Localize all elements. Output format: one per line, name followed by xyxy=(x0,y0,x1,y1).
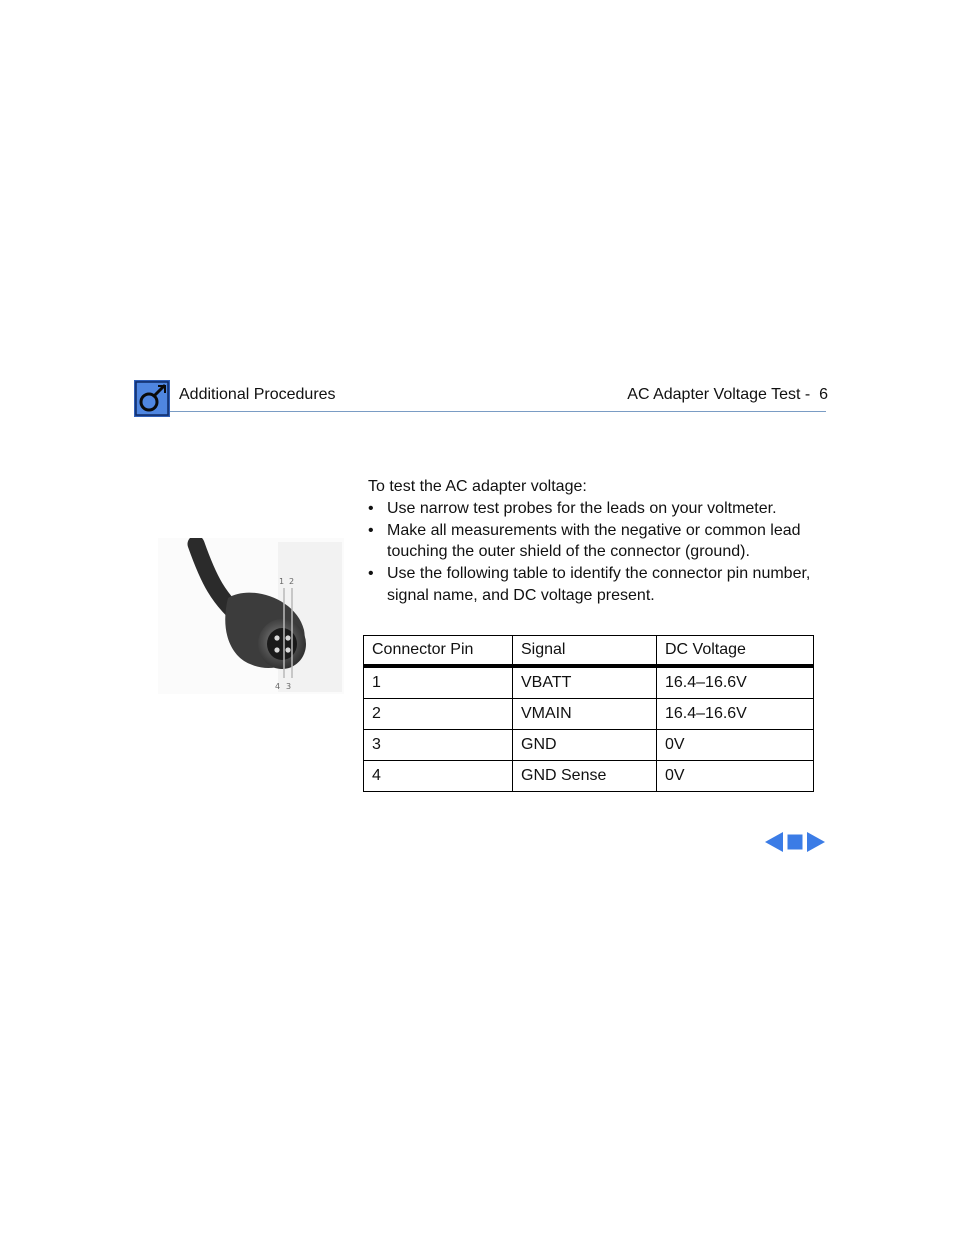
connector-pin-table xyxy=(363,635,814,792)
ac-adapter-connector-image xyxy=(158,538,344,694)
cell-pin: 2 xyxy=(364,699,513,730)
manual-logo-icon xyxy=(134,380,170,417)
cell-signal: VBATT xyxy=(513,666,657,699)
table-row xyxy=(364,699,814,730)
instructions-intro: To test the AC adapter voltage: xyxy=(368,478,587,495)
pin-label-1: 1 xyxy=(279,577,285,586)
instruction-list xyxy=(368,498,838,607)
section-title: Additional Procedures xyxy=(179,386,336,403)
table-header-row xyxy=(364,636,814,667)
bullet: • xyxy=(368,499,374,517)
list-item xyxy=(368,563,838,607)
column-header-signal: Signal xyxy=(513,636,657,667)
bullet: • xyxy=(368,521,374,539)
cell-signal: GND xyxy=(513,730,657,761)
list-item-text: Use narrow test probes for the leads on your voltmeter. xyxy=(387,499,777,517)
cell-pin: 4 xyxy=(364,761,513,792)
cell-pin: 3 xyxy=(364,730,513,761)
bullet: • xyxy=(368,565,374,583)
page-title: AC Adapter Voltage Test - 6 xyxy=(627,386,828,403)
cell-voltage: 0V xyxy=(657,730,814,761)
cell-voltage: 16.4–16.6V xyxy=(657,666,814,699)
page-navigation xyxy=(764,831,826,853)
list-item xyxy=(368,498,838,520)
cell-voltage: 0V xyxy=(657,761,814,792)
pin-label-2: 2 xyxy=(289,577,295,586)
cell-voltage: 16.4–16.6V xyxy=(657,699,814,730)
cell-signal: VMAIN xyxy=(513,699,657,730)
column-header-connector-pin: Connector Pin xyxy=(364,636,513,667)
stop-icon[interactable] xyxy=(787,834,803,850)
table-row xyxy=(364,761,814,792)
pin-label-4: 4 xyxy=(275,682,281,691)
next-page-icon[interactable] xyxy=(806,831,826,853)
header-divider xyxy=(170,411,826,412)
table-row xyxy=(364,730,814,761)
pin-label-3: 3 xyxy=(286,682,292,691)
cell-pin: 1 xyxy=(364,666,513,699)
previous-page-icon[interactable] xyxy=(764,831,784,853)
list-item xyxy=(368,520,838,564)
column-header-dc-voltage: DC Voltage xyxy=(657,636,814,667)
instructions xyxy=(368,476,838,607)
list-item-text: Make all measurements with the negative or common lead touching the outer shield of the connector (ground). xyxy=(387,521,801,561)
cell-signal: GND Sense xyxy=(513,761,657,792)
table-row xyxy=(364,666,814,699)
list-item-text: Use the following table to identify the connector pin number, signal name, and DC voltage present. xyxy=(387,565,811,604)
